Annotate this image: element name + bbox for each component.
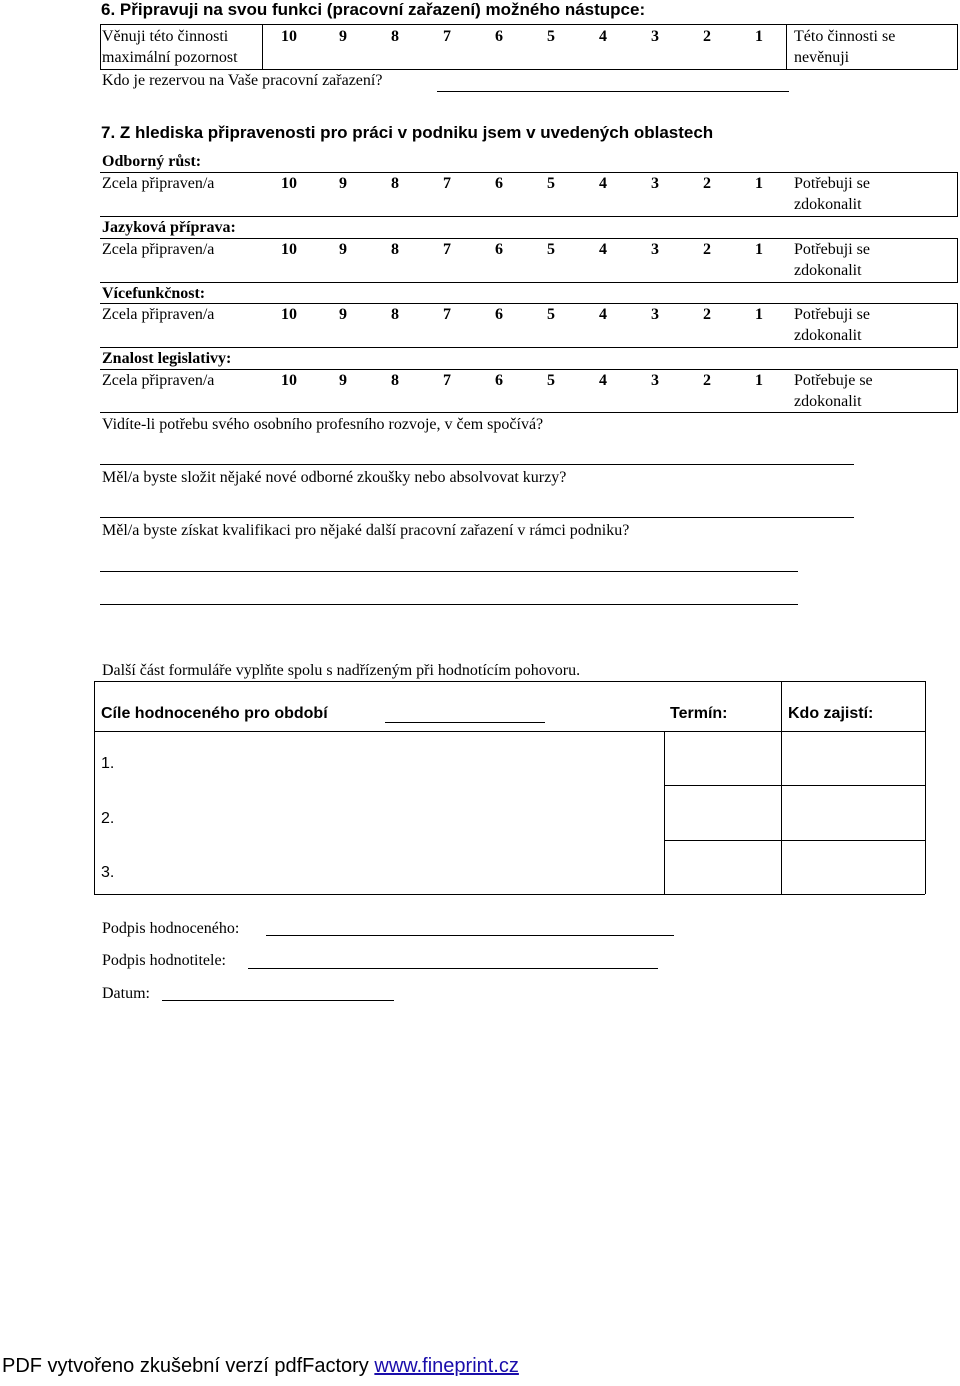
goals-table-border-left [94,681,95,894]
answer-line-exams-courses[interactable] [100,517,854,518]
goals-table-border-top [94,681,925,682]
goals-table-col2-divider [664,731,665,894]
scale-value-8: 8 [391,306,399,323]
scale-value-10: 10 [281,241,297,258]
signature-evaluated-label: Podpis hodnoceného: [102,920,240,937]
scale-value-4: 4 [599,372,607,389]
scale-value-5: 5 [547,241,555,258]
scale-value-7: 7 [443,175,451,192]
question-exams-courses: Měl/a byste složit nějaké nové odborné zkoušky nebo absolvovat kurzy? [102,469,567,486]
signature-evaluator-label: Podpis hodnotitele: [102,952,226,969]
area-title-professional-growth: Odborný růst: [102,153,202,170]
goals-row-3: 3. [101,864,115,881]
answer-line-qualification-1[interactable] [100,571,798,572]
scale-value-1: 1 [755,372,763,389]
scale-value-8: 8 [391,28,399,45]
scale-right-label-line2: zdokonalit [794,196,862,213]
date-label: Datum: [102,985,150,1002]
answer-line-qualification-2[interactable] [100,604,798,605]
scale-value-2: 2 [703,175,711,192]
scale-value-5: 5 [547,175,555,192]
table-border-right [957,172,958,216]
goals-row-2: 2. [101,810,115,827]
scale-value-2: 2 [703,28,711,45]
scale-value-5: 5 [547,28,555,45]
scale-value-3: 3 [651,306,659,323]
scale-value-9: 9 [339,241,347,258]
footer-link[interactable]: www.fineprint.cz [374,1355,519,1377]
scale-value-5: 5 [547,372,555,389]
scale-value-4: 4 [599,175,607,192]
scale-value-1: 1 [755,306,763,323]
scale-left-label: Zcela připraven/a [102,372,215,389]
scale-right-label-line2: zdokonalit [794,393,862,410]
scale-value-10: 10 [281,175,297,192]
section6-heading: 6. Připravuji na svou funkci (pracovní zařazení) možného nástupce: [101,0,646,19]
goals-table-row2-divider [664,840,925,841]
scale-left-label-line2: maximální pozornost [102,49,238,66]
scale-left-label: Zcela připraven/a [102,241,215,258]
scale-value-9: 9 [339,372,347,389]
scale-value-8: 8 [391,372,399,389]
footer-watermark [2,1355,519,1378]
goals-table-header-divider [94,731,925,732]
scale-value-3: 3 [651,372,659,389]
area-title-language: Jazyková příprava: [102,219,236,236]
goals-table-row1-divider [664,785,925,786]
scale-right-label-line1: Této činnosti se [794,28,896,45]
scale-value-9: 9 [339,28,347,45]
scale-left-label: Zcela připraven/a [102,306,215,323]
section7-heading: 7. Z hlediska připravenosti pro práci v podniku jsem v uvedených oblastech [101,123,714,142]
scale-value-4: 4 [599,28,607,45]
scale-value-10: 10 [281,372,297,389]
scale-right-label-line2: zdokonalit [794,327,862,344]
scale-right-label-line1: Potřebuji se [794,306,870,323]
scale-value-8: 8 [391,241,399,258]
question-personal-development: Vidíte-li potřebu svého osobního profesního rozvoje, v čem spočívá? [102,416,544,433]
scale-right-label-line1: Potřebuje se [794,372,873,389]
answer-line-personal-development[interactable] [100,464,854,465]
signature-evaluated-line[interactable] [266,935,674,936]
table-divider-left [262,24,263,69]
table-border-top [100,24,958,25]
scale-right-label-line2: zdokonalit [794,262,862,279]
scale-value-3: 3 [651,175,659,192]
scale-value-3: 3 [651,241,659,258]
signature-evaluator-line[interactable] [248,968,658,969]
date-line[interactable] [162,1000,394,1001]
table-divider-right [786,24,787,69]
scale-value-2: 2 [703,241,711,258]
scale-value-9: 9 [339,175,347,192]
scale-value-6: 6 [495,306,503,323]
scale-value-6: 6 [495,175,503,192]
table-border-left [100,24,101,69]
goals-header-goals: Cíle hodnoceného pro období [101,705,328,722]
table-border-right [957,369,958,412]
scale-value-1: 1 [755,241,763,258]
question-qualification: Měl/a byste získat kvalifikaci pro nějaké další pracovní zařazení v rámci podniku? [102,522,630,539]
next-part-note: Další část formuláře vyplňte spolu s nadřízeným při hodnotícím pohovoru. [102,662,581,679]
table-border-right [957,238,958,282]
scale-value-1: 1 [755,175,763,192]
scale-value-4: 4 [599,241,607,258]
goals-table-border-bottom [94,894,925,895]
reserve-question: Kdo je rezervou na Vaše pracovní zařazení? [102,72,383,89]
goals-row-1: 1. [101,755,115,772]
goals-table-border-right [925,681,926,894]
table-border-right [957,24,958,69]
scale-right-label-line1: Potřebuji se [794,241,870,258]
scale-value-2: 2 [703,306,711,323]
scale-right-label-line2: nevěnuji [794,49,850,66]
scale-value-7: 7 [443,306,451,323]
scale-value-2: 2 [703,372,711,389]
reserve-answer-line[interactable] [437,91,789,92]
area-title-legislation: Znalost legislativy: [102,350,232,367]
goals-header-responsible: Kdo zajistí: [788,705,874,722]
scale-value-7: 7 [443,372,451,389]
scale-value-6: 6 [495,28,503,45]
scale-value-10: 10 [281,306,297,323]
period-input-line[interactable] [385,722,545,723]
table-border-bottom [100,282,958,283]
scale-value-4: 4 [599,306,607,323]
scale-value-3: 3 [651,28,659,45]
scale-left-label: Zcela připraven/a [102,175,215,192]
scale-value-6: 6 [495,241,503,258]
scale-value-10: 10 [281,28,297,45]
scale-value-8: 8 [391,175,399,192]
table-border-right [957,303,958,347]
scale-value-1: 1 [755,28,763,45]
scale-value-7: 7 [443,28,451,45]
scale-value-5: 5 [547,306,555,323]
scale-right-label-line1: Potřebuji se [794,175,870,192]
scale-value-9: 9 [339,306,347,323]
footer-text: PDF vytvořeno zkušební verzí pdfFactory [2,1355,375,1377]
scale-value-7: 7 [443,241,451,258]
goals-header-deadline: Termín: [670,705,728,722]
scale-value-6: 6 [495,372,503,389]
goals-table-col3-divider [781,681,782,894]
scale-left-label-line1: Věnuji této činnosti [102,28,229,45]
area-title-multifunctionality: Vícefunkčnost: [102,285,206,302]
table-border-bottom [100,412,958,413]
